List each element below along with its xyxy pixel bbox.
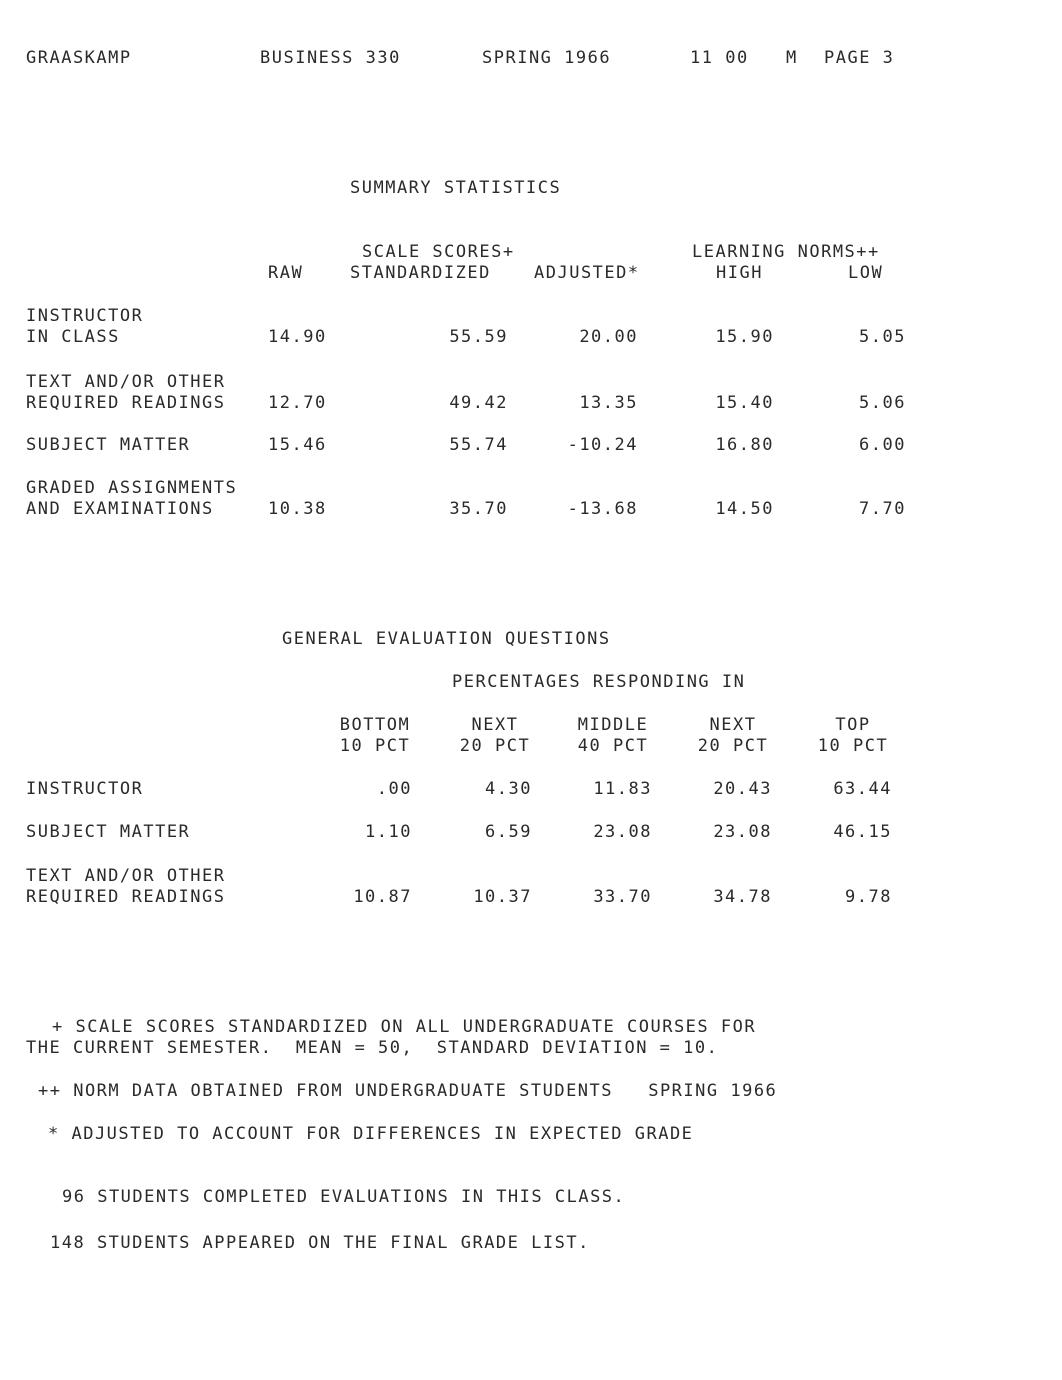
summary-cell-low: 5.06 [859, 393, 906, 413]
general-col-top-pct: 10 PCT [817, 736, 889, 756]
general-cell-top: 9.78 [845, 887, 892, 907]
summary-cell-high: 15.40 [715, 393, 774, 413]
summary-col-high: HIGH [716, 263, 763, 283]
summary-group-scale: SCALE SCORES+ [362, 242, 515, 262]
summary-group-norms: LEARNING NORMS++ [692, 242, 880, 262]
summary-row-label: SUBJECT MATTER [26, 435, 191, 455]
general-row-label: SUBJECT MATTER [26, 822, 191, 842]
note-scale-line1: + SCALE SCORES STANDARDIZED ON ALL UNDERGRADUATE COURSES FOR [52, 1017, 757, 1037]
note-appeared: 148 STUDENTS APPEARED ON THE FINAL GRADE LIST. [50, 1233, 590, 1253]
summary-cell-high: 16.80 [715, 435, 774, 455]
general-cell-next-low: 10.37 [473, 887, 532, 907]
general-col-next-high-pct: 20 PCT [697, 736, 769, 756]
general-cell-middle: 11.83 [593, 779, 652, 799]
summary-row-label: IN CLASS [26, 327, 120, 347]
header-term: SPRING 1966 [482, 48, 612, 68]
summary-cell-adjusted: 20.00 [579, 327, 638, 347]
summary-row-label: INSTRUCTOR [26, 306, 144, 326]
general-col-bottom: BOTTOM [339, 715, 411, 735]
summary-cell-standardized: 55.59 [449, 327, 508, 347]
note-scale-line2: THE CURRENT SEMESTER. MEAN = 50, STANDARD DEVIATION = 10. [26, 1038, 719, 1058]
general-cell-next-high: 20.43 [713, 779, 772, 799]
general-cell-top: 63.44 [833, 779, 892, 799]
general-col-top: TOP [835, 715, 871, 735]
general-cell-top: 46.15 [833, 822, 892, 842]
summary-row-label: TEXT AND/OR OTHER [26, 372, 226, 392]
general-subtitle: PERCENTAGES RESPONDING IN [452, 672, 746, 692]
summary-cell-raw: 10.38 [268, 499, 327, 519]
summary-cell-standardized: 55.74 [449, 435, 508, 455]
header-meridiem: M [786, 48, 798, 68]
general-cell-next-high: 23.08 [713, 822, 772, 842]
note-adjusted: * ADJUSTED TO ACCOUNT FOR DIFFERENCES IN EXPECTED GRADE [48, 1124, 694, 1144]
general-col-middle-pct: 40 PCT [577, 736, 649, 756]
note-norm: ++ NORM DATA OBTAINED FROM UNDERGRADUATE STUDENTS SPRING 1966 [38, 1081, 778, 1101]
summary-cell-low: 7.70 [859, 499, 906, 519]
header-course: BUSINESS 330 [260, 48, 401, 68]
general-row-label: INSTRUCTOR [26, 779, 144, 799]
summary-col-raw: RAW [268, 263, 304, 283]
summary-cell-adjusted: -13.68 [567, 499, 638, 519]
note-completed: 96 STUDENTS COMPLETED EVALUATIONS IN THIS CLASS. [62, 1187, 626, 1207]
general-cell-next-high: 34.78 [713, 887, 772, 907]
summary-cell-standardized: 49.42 [449, 393, 508, 413]
summary-col-standardized: STANDARDIZED [350, 263, 491, 283]
header-time: 11 00 [690, 48, 749, 68]
general-col-next-high: NEXT [709, 715, 757, 735]
summary-col-low: LOW [848, 263, 884, 283]
summary-cell-adjusted: 13.35 [579, 393, 638, 413]
general-cell-bottom: .00 [376, 779, 412, 799]
summary-cell-low: 5.05 [859, 327, 906, 347]
general-col-bottom-pct: 10 PCT [339, 736, 411, 756]
general-cell-middle: 23.08 [593, 822, 652, 842]
general-cell-bottom: 10.87 [353, 887, 412, 907]
summary-cell-high: 15.90 [715, 327, 774, 347]
summary-cell-low: 6.00 [859, 435, 906, 455]
summary-title: SUMMARY STATISTICS [350, 178, 562, 198]
general-cell-middle: 33.70 [593, 887, 652, 907]
summary-cell-high: 14.50 [715, 499, 774, 519]
general-col-next-low-pct: 20 PCT [459, 736, 531, 756]
summary-row-label: REQUIRED READINGS [26, 393, 226, 413]
summary-cell-raw: 15.46 [268, 435, 327, 455]
summary-cell-raw: 12.70 [268, 393, 327, 413]
summary-col-adjusted: ADJUSTED* [534, 263, 640, 283]
general-cell-bottom: 1.10 [365, 822, 412, 842]
summary-cell-adjusted: -10.24 [567, 435, 638, 455]
general-cell-next-low: 4.30 [485, 779, 532, 799]
summary-cell-raw: 14.90 [268, 327, 327, 347]
general-cell-next-low: 6.59 [485, 822, 532, 842]
general-row-label: REQUIRED READINGS [26, 887, 226, 907]
summary-cell-standardized: 35.70 [449, 499, 508, 519]
summary-row-label: AND EXAMINATIONS [26, 499, 214, 519]
header-name: GRAASKAMP [26, 48, 132, 68]
general-title: GENERAL EVALUATION QUESTIONS [282, 629, 611, 649]
summary-row-label: GRADED ASSIGNMENTS [26, 478, 238, 498]
header-page: PAGE 3 [824, 48, 895, 68]
general-col-middle: MIDDLE [577, 715, 649, 735]
general-row-label: TEXT AND/OR OTHER [26, 866, 226, 886]
general-col-next-low: NEXT [471, 715, 519, 735]
